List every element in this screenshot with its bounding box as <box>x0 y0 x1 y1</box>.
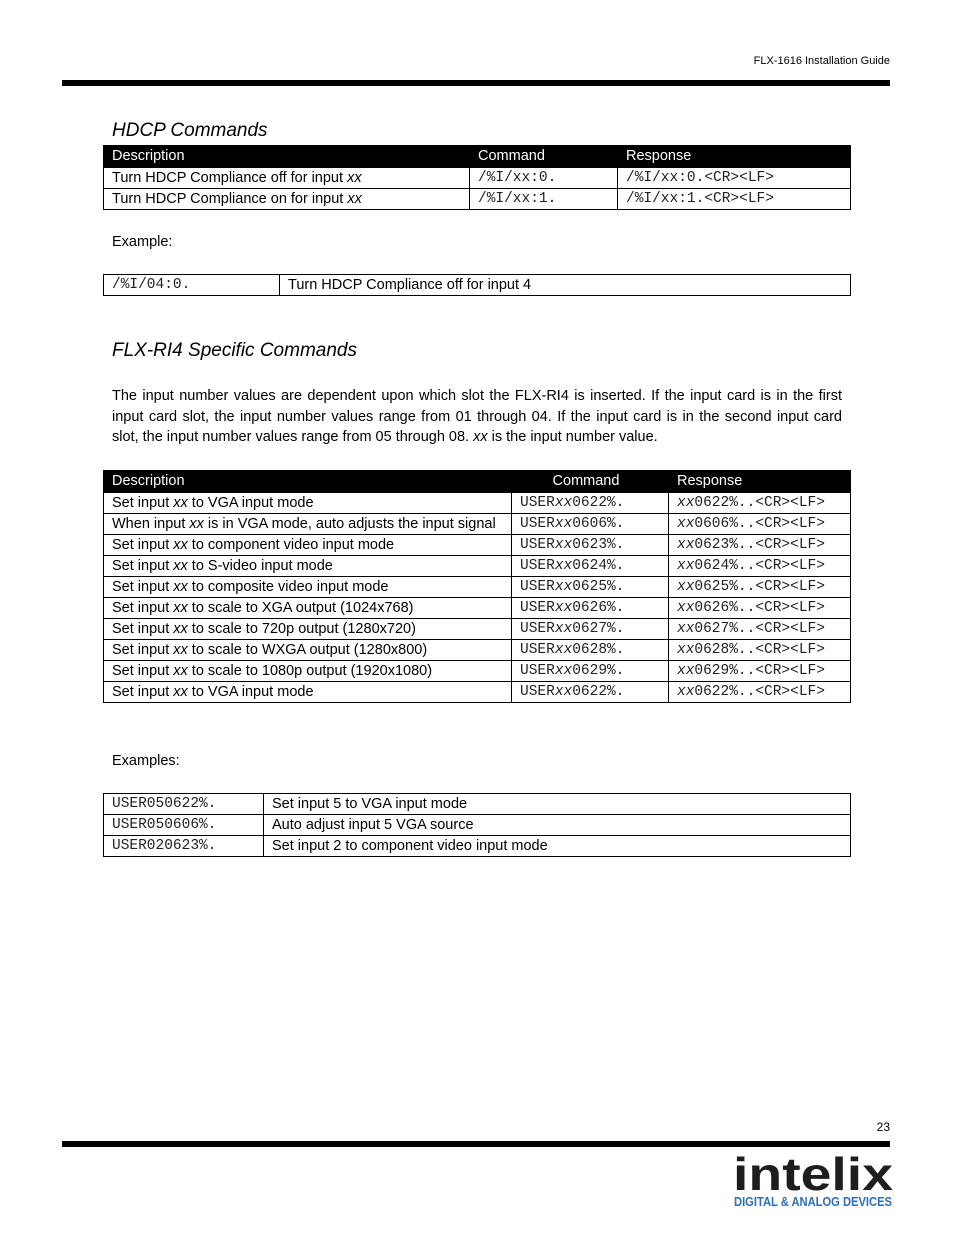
table-row <box>104 275 851 296</box>
ri4-paragraph: The input number values are dependent upon which slot the FLX-RI4 is inserted. If the input card is in the first input card slot, the input number values range from 01 through 04. If the input card is in the second input card slot, the input number values range from 05 through 08. xx is the input number value. <box>112 388 842 445</box>
row-response: /%I/xx:0.<CR><LF> <box>618 168 851 189</box>
row-response: /%I/xx:1.<CR><LF> <box>618 189 851 210</box>
row-command: /%I/xx:1. <box>470 189 618 210</box>
logo-tagline: DIGITAL & ANALOG DEVICES <box>734 1194 893 1209</box>
row-description: Turn HDCP Compliance off for input xx <box>104 168 470 189</box>
row-response: xx0622%..<CR><LF> <box>669 493 851 514</box>
row-description: When input xx is in VGA mode, auto adjusts the input signal <box>104 514 512 535</box>
example-command: /%I/04:0. <box>104 275 280 296</box>
table-row <box>104 598 851 619</box>
row-command: USERxx0628%. <box>512 640 669 661</box>
row-description: Set input xx to VGA input mode <box>104 493 512 514</box>
example-description: Set input 5 to VGA input mode <box>264 794 851 815</box>
header-rule <box>62 80 890 86</box>
row-command: USERxx0625%. <box>512 577 669 598</box>
table-row <box>104 514 851 535</box>
table-row <box>104 661 851 682</box>
row-response: xx0628%..<CR><LF> <box>669 640 851 661</box>
row-response: xx0622%..<CR><LF> <box>669 682 851 703</box>
row-description: Set input xx to scale to WXGA output (1280x800) <box>104 640 512 661</box>
row-description: Set input xx to scale to XGA output (1024x768) <box>104 598 512 619</box>
footer-rule <box>62 1141 890 1147</box>
table-row <box>104 619 851 640</box>
row-command: /%I/xx:0. <box>470 168 618 189</box>
example-description: Turn HDCP Compliance off for input 4 <box>280 275 851 296</box>
example-command: USER050606%. <box>104 815 264 836</box>
ri4-heading: FLX-RI4 Specific Commands <box>112 340 357 361</box>
example-label: Example: <box>112 234 173 250</box>
row-command: USERxx0622%. <box>512 493 669 514</box>
col-response: Response <box>618 146 851 168</box>
row-description: Turn HDCP Compliance on for input xx <box>104 189 470 210</box>
row-description: Set input xx to VGA input mode <box>104 682 512 703</box>
hdcp-heading: HDCP Commands <box>112 120 268 141</box>
row-description: Set input xx to component video input mode <box>104 535 512 556</box>
ri4-table <box>103 470 851 703</box>
row-response: xx0629%..<CR><LF> <box>669 661 851 682</box>
row-response: xx0625%..<CR><LF> <box>669 577 851 598</box>
row-description: Set input xx to scale to 720p output (1280x720) <box>104 619 512 640</box>
row-response: xx0624%..<CR><LF> <box>669 556 851 577</box>
hdcp-table <box>103 145 851 210</box>
row-command: USERxx0623%. <box>512 535 669 556</box>
row-response: xx0623%..<CR><LF> <box>669 535 851 556</box>
row-command: USERxx0629%. <box>512 661 669 682</box>
example-description: Set input 2 to component video input mode <box>264 836 851 857</box>
row-command: USERxx0606%. <box>512 514 669 535</box>
row-command: USERxx0624%. <box>512 556 669 577</box>
table-row <box>104 493 851 514</box>
logo-wordmark: intelix <box>733 1148 894 1200</box>
row-command: USERxx0622%. <box>512 682 669 703</box>
row-description: Set input xx to scale to 1080p output (1920x1080) <box>104 661 512 682</box>
example-description: Auto adjust input 5 VGA source <box>264 815 851 836</box>
col-command: Command <box>470 146 618 168</box>
row-command: USERxx0627%. <box>512 619 669 640</box>
table-row <box>104 836 851 857</box>
row-response: xx0627%..<CR><LF> <box>669 619 851 640</box>
example-command: USER050622%. <box>104 794 264 815</box>
page-number: 23 <box>876 1120 890 1134</box>
col-description: Description <box>104 471 512 493</box>
row-response: xx0626%..<CR><LF> <box>669 598 851 619</box>
ri4-table-header <box>104 471 851 493</box>
table-row <box>104 168 851 189</box>
hdcp-table-header <box>104 146 851 168</box>
row-description: Set input xx to composite video input mode <box>104 577 512 598</box>
row-response: xx0606%..<CR><LF> <box>669 514 851 535</box>
col-command: Command <box>512 471 669 493</box>
col-response: Response <box>669 471 851 493</box>
example-command: USER020623%. <box>104 836 264 857</box>
table-row <box>104 640 851 661</box>
intelix-logo <box>732 1148 894 1210</box>
header-doc-title: FLX-1616 Installation Guide <box>753 55 890 67</box>
row-description: Set input xx to S-video input mode <box>104 556 512 577</box>
table-row <box>104 556 851 577</box>
row-command: USERxx0626%. <box>512 598 669 619</box>
col-description: Description <box>104 146 470 168</box>
table-row <box>104 794 851 815</box>
ri4-examples-table <box>103 793 851 857</box>
examples-label: Examples: <box>112 753 180 769</box>
table-row <box>104 535 851 556</box>
table-row <box>104 815 851 836</box>
hdcp-example-table <box>103 274 851 296</box>
table-row <box>104 577 851 598</box>
table-row <box>104 682 851 703</box>
table-row <box>104 189 851 210</box>
